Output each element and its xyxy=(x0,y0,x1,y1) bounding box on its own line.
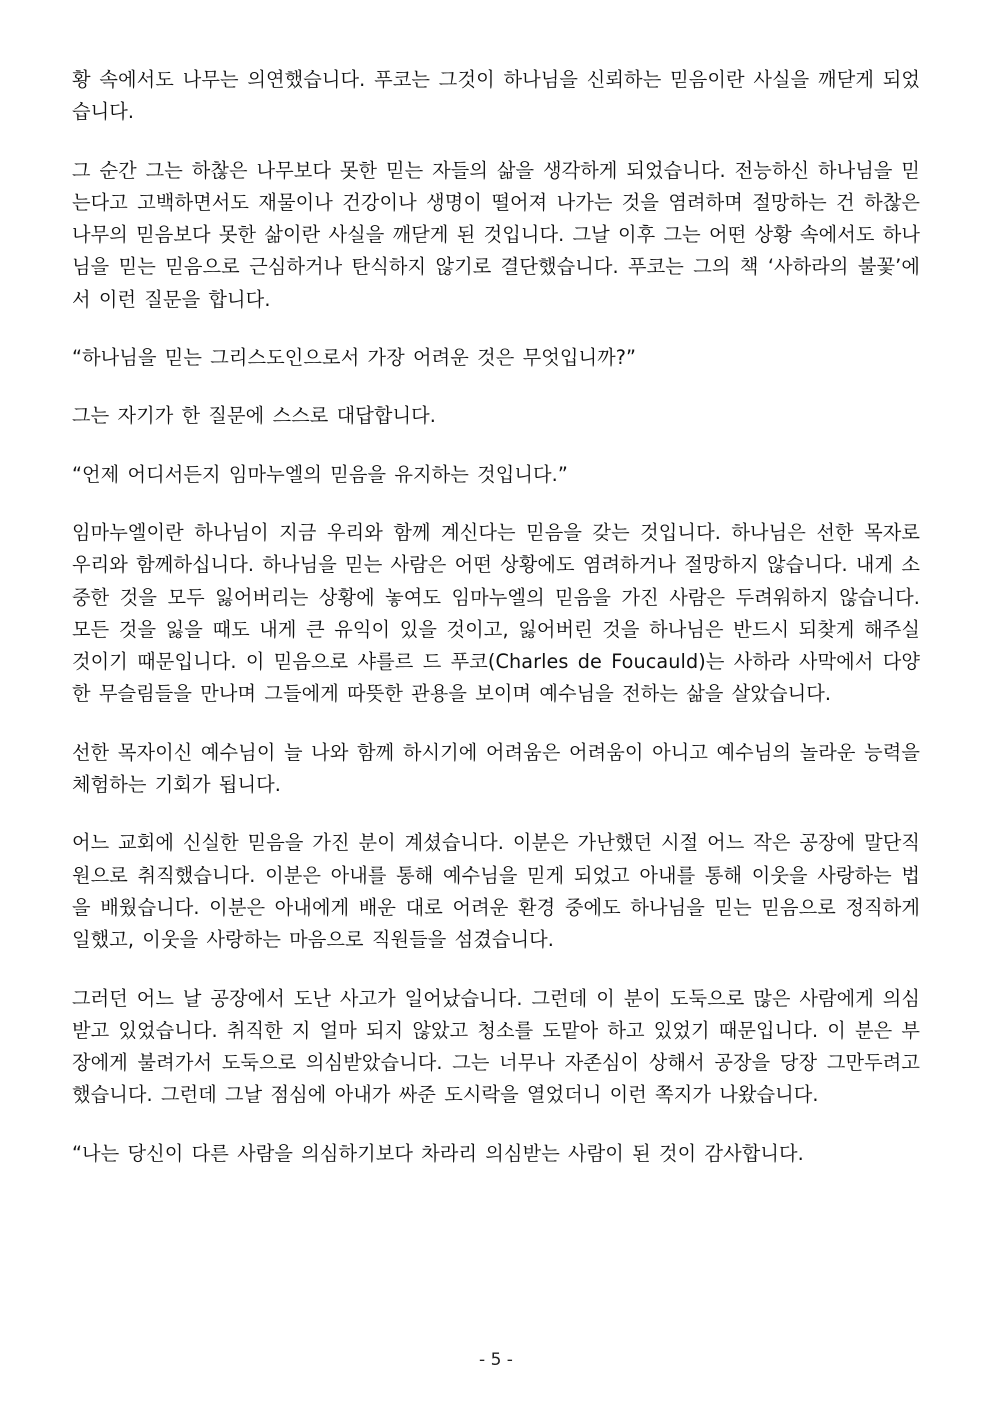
paragraph: 어느 교회에 신실한 믿음을 가진 분이 계셨습니다. 이분은 가난했던 시절 어느 작은 공장에 말단직원으로 취직했습니다. 이분은 아내를 통해 예수님을 믿게 되었고 아내를 통해 이웃을 사랑하는 법을 배웠습니다. 이분은 아내에게 배운 대로 어려운 환경 중에도 하나님을 믿는 믿음으로 정직하게 일했고, 이웃을 사랑하는 마음으로 직원들을 섬겼습니다. xyxy=(72,831,920,952)
paragraph: 황 속에서도 나무는 의연했습니다. 푸코는 그것이 하나님을 신뢰하는 믿음이란 사실을 깨닫게 되었습니다. xyxy=(72,68,920,124)
paragraph: 그러던 어느 날 공장에서 도난 사고가 일어났습니다. 그런데 이 분이 도둑으로 많은 사람에게 의심받고 있었습니다. 취직한 지 얼마 되지 않았고 청소를 도맡아 하고 있었기 때문입니다. 이 분은 부장에게 불려가서 도둑으로 의심받았습니다. 그는 너무나 자존심이 상해서 공장을 당장 그만두려고 했습니다. 그런데 그날 점심에 아내가 싸준 도시락을 열었더니 이런 쪽지가 나왔습니다. xyxy=(72,986,920,1107)
paragraph: 임마누엘이란 하나님이 지금 우리와 함께 계신다는 믿음을 갖는 것입니다. 하나님은 선한 목자로 우리와 함께하십니다. 하나님을 믿는 사람은 어떤 상황에도 염려하거나 절망하지 않습니다. 내게 소중한 것을 모두 잃어버리는 상황에 놓여도 임마누엘의 믿음을 가진 사람은 두려워하지 않습니다. 모든 것을 잃을 때도 내게 큰 유익이 있을 것이고, 잃어버린 것을 하나님은 반드시 되찾게 해주실 것이기 때문입니다. 이 믿음으로 샤를르 드 푸코(Charles de Foucauld)는 사하라 사막에서 다양한 무슬림들을 만나며 그들에게 따뜻한 관용을 보이며 예수님을 전하는 삶을 살았습니다. xyxy=(72,520,920,706)
paragraph: 그는 자기가 한 질문에 스스로 대답합니다. xyxy=(72,404,436,428)
paragraph: “언제 어디서든지 임마누엘의 믿음을 유지하는 것입니다.” xyxy=(72,462,568,486)
page-number: - 5 - xyxy=(479,1350,513,1370)
paragraph: 선한 목자이신 예수님이 늘 나와 함께 하시기에 어려움은 어려움이 아니고 예수님의 놀라운 능력을 체험하는 기회가 됩니다. xyxy=(72,740,920,797)
document-body xyxy=(72,64,920,1170)
paragraph: “하나님을 믿는 그리스도인으로서 가장 어려운 것은 무엇입니까?” xyxy=(72,346,637,370)
paragraph: “나는 당신이 다른 사람을 의심하기보다 차라리 의심받는 사람이 된 것이 감사합니다. xyxy=(72,1141,804,1165)
paragraph: 그 순간 그는 하찮은 나무보다 못한 믿는 자들의 삶을 생각하게 되었습니다. 전능하신 하나님을 믿는다고 고백하면서도 재물이나 건강이나 생명이 떨어져 나가는 것을 염려하며 절망하는 건 하찮은 나무의 믿음보다 못한 삶이란 사실을 깨닫게 된 것입니다. 그날 이후 그는 어떤 상황 속에서도 하나님을 믿는 믿음으로 근심하거나 탄식하지 않기로 결단했습니다. 푸코는 그의 책 ‘사하라의 불꽃’에서 이런 질문을 합니다. xyxy=(72,158,920,311)
